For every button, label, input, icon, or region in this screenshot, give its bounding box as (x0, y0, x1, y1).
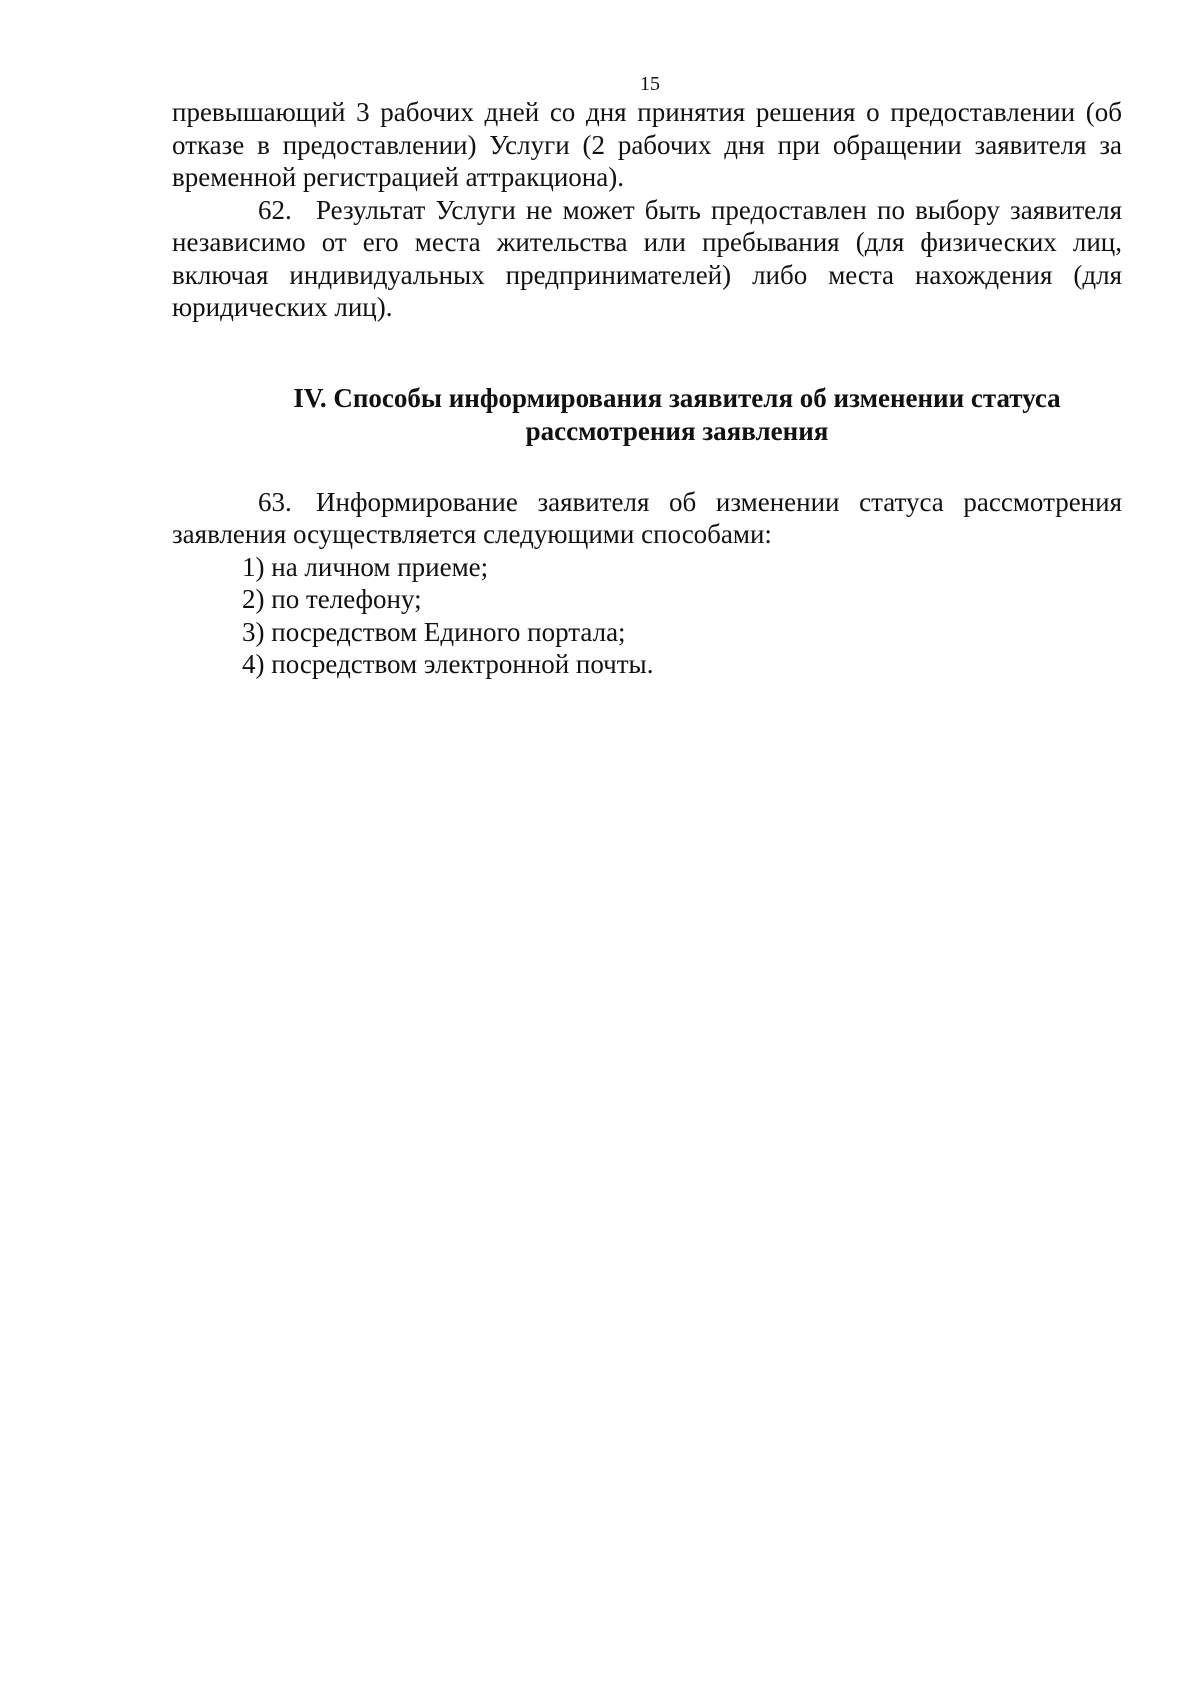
document-body (172, 96, 1122, 681)
section-heading-line-1: IV. Способы информирования заявителя об изменении статуса (293, 382, 1061, 413)
continuation-paragraph: превышающий 3 рабочих дней со дня принятия решения о предоставлении (об отказе в предоставлении) Услуги (2 рабочих дня при обращении заявителя за временной регистрацией аттракциона). (172, 97, 1122, 192)
paragraph-62 (172, 194, 1122, 324)
list-item: 4) посредством электронной почты. (242, 649, 654, 679)
informing-methods-list (172, 551, 1122, 681)
section-heading (172, 382, 1122, 448)
list-item: 2) по телефону; (242, 584, 422, 614)
paragraph-62-number: 62. (258, 194, 292, 225)
list-item: 1) на личном приеме; (242, 551, 489, 582)
paragraph-63-text: Информирование заявителя об изменении статуса рассмотрения заявления осуществляется следующими способами: (172, 486, 1122, 549)
paragraph-62-text: Результат Услуги не может быть предоставлен по выбору заявителя независимо от его места жительства или пребывания (для физических лиц, включая индивидуальных предпринимателей) либо места нахождения (для юридических лиц). (172, 194, 1122, 322)
paragraph-63 (172, 486, 1122, 551)
list-item: 3) посредством Единого портала; (242, 616, 626, 647)
paragraph-63-number: 63. (258, 486, 292, 517)
page-number: 15 (640, 73, 660, 95)
section-heading-line-2: рассмотрения заявления (525, 415, 829, 446)
